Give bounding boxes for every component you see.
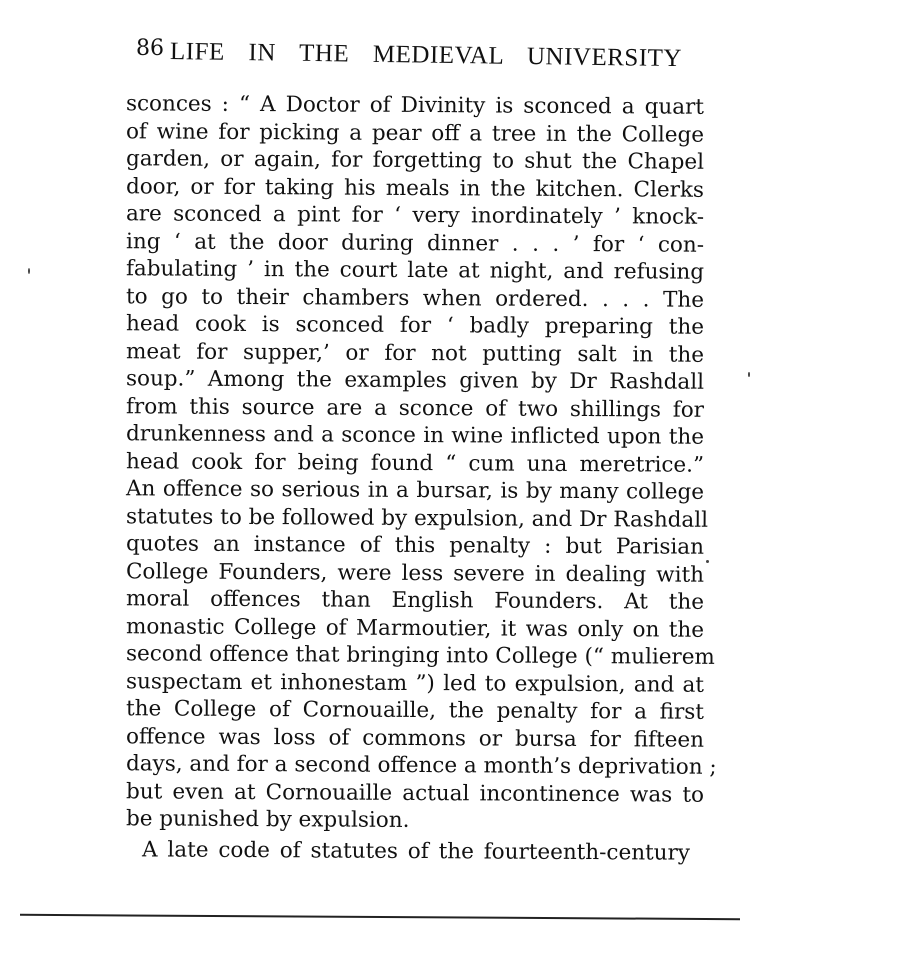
text-line: soup.” Among the examples given by Dr Rashdall	[125, 366, 705, 395]
text-line: moral offences than English Founders. At the	[125, 586, 705, 615]
running-header	[136, 34, 683, 73]
text-line: offence was loss of commons or bursa for fifteen	[125, 723, 705, 753]
text-line: statutes to be followed by expulsion, and Dr Rashdall	[125, 503, 709, 533]
text-line: but even at Cornouaille actual incontinence was to	[125, 778, 705, 808]
text-line: monastic College of Marmoutier, it was only on the	[125, 613, 705, 643]
bottom-rule	[20, 914, 740, 920]
text-line: College Founders, were less severe in dealing with	[125, 558, 705, 588]
text-line: An offence so serious in a bursar, is by many college	[125, 476, 705, 505]
text-line: meat for supper,’ or for not putting salt in the	[125, 338, 705, 368]
running-title: LIFE IN THE MEDIEVAL UNIVERSITY	[169, 38, 683, 73]
text-line: the College of Cornouaille, the penalty for a first	[125, 696, 705, 725]
text-line: to go to their chambers when ordered. . . . The	[125, 283, 705, 313]
scan-speck	[706, 560, 709, 563]
text-line: head cook for being found “ cum una meretrice.”	[125, 448, 705, 478]
text-line: second offence that bringing into College (“ mulierem	[125, 641, 715, 670]
scan-speck	[748, 372, 750, 377]
text-line: days, and for a second offence a month’s deprivation ;	[125, 751, 717, 780]
text-line: fabulating ’ in the court late at night, and refusing	[125, 256, 705, 285]
text-line: drunkenness and a sconce in wine inflicted upon the	[125, 421, 705, 450]
scan-speck	[28, 268, 30, 274]
text-line: be punished by expulsion.	[125, 806, 410, 833]
text-line: garden, or again, for forgetting to shut the Chapel	[125, 146, 705, 175]
text-line: suspectam et inhonestam ”) led to expulsion, and at	[125, 668, 705, 698]
body-text	[125, 91, 717, 866]
text-line: of wine for picking a pear off a tree in the College	[125, 118, 705, 148]
text-line: head cook is sconced for ‘ badly preparing the	[125, 311, 705, 340]
text-line: ing ‘ at the door during dinner . . . ’ for ‘ con-	[125, 228, 705, 258]
text-line: are sconced a pint for ‘ very inordinately ’ knock-	[125, 201, 705, 230]
text-line: sconces : “ A Doctor of Divinity is sconced a quart	[125, 91, 705, 120]
page-number: 86	[136, 36, 164, 61]
text-line: from this source are a sconce of two shillings for	[125, 393, 705, 423]
paragraph-start-line: A late code of statutes of the fourteenth-century	[141, 836, 691, 866]
text-line: door, or for taking his meals in the kitchen. Clerks	[125, 173, 705, 203]
text-line: quotes an instance of this penalty : but Parisian	[125, 531, 705, 560]
